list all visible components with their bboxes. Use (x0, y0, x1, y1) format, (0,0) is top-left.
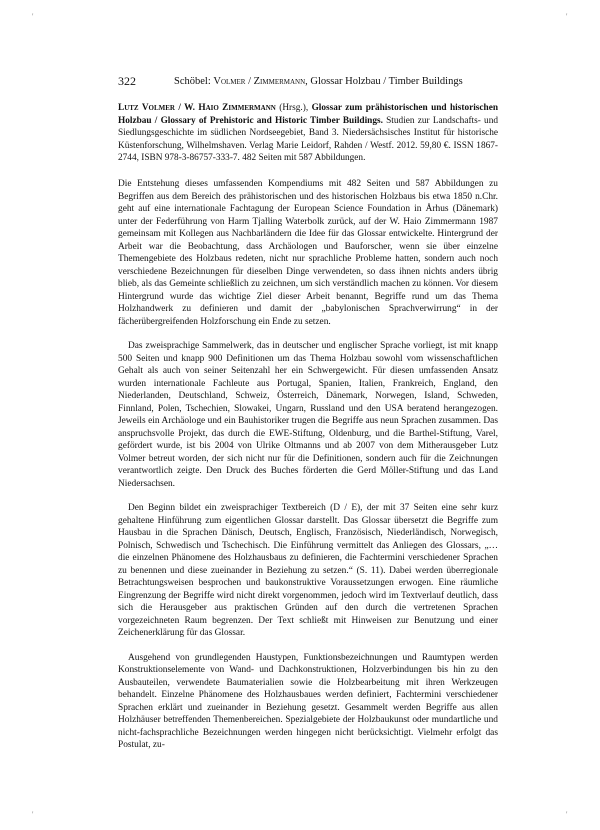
crop-mark-top-right: ' (566, 12, 568, 21)
header-title: , Glossar Holzbau / Timber Buildings (305, 76, 463, 87)
reviewed-authors: Lutz Volmer / W. Haio Zimmermann (118, 103, 276, 113)
paragraph: Ausgehend von grundlegenden Haustypen, Funktionsbezeichnungen und Raumtypen werden Konstruktionselemente von Wand- und Dachkonstruktionen, Holzverbindungen bis hin zu den Ausbauteilen, verwendete Baumaterialien sowie die Holzbearbeitung mit ihren Werkzeugen behandelt. Einzelne Phänomene des Holzhausbaues werden definiert, Fachtermini verschiedener Sprachen erklärt und zueinander in Beziehung gesetzt. Gesammelt werden Begriffe aus allen Holzhäuser betreffenden Themenbereichen. Spezialgebiete der Holzbaukunst oder mundartliche und nicht-fachsprachliche Bezeichnungen werden hingegen nicht berücksichtigt. Vielmehr erfolgt das Postulat, zu- (118, 652, 498, 750)
crop-mark-top-left: ' (32, 12, 34, 21)
paragraph: Den Beginn bildet ein zweisprachiger Textbereich (D / E), der mit 37 Seiten eine sehr kurz gehaltene Hinführung zum eigentlichen Glossar darstellt. Das Glossar übersetzt die Begriffe zum Hausbau in die Sprachen Dänisch, Deutsch, Englisch, Französisch, Niederländisch, Norwegisch, Polnisch, Schwedisch und Tschechisch. Die Einführung vermittelt das Anliegen des Glossars, „… die einzelnen Phänomene des Holzhausbaus zu definieren, die Fachtermini verschiedener Sprachen zu benennen und diese zueinander in Beziehung zu setzen.“ (S. 11). Dabei werden überregionale Betrachtungsweisen besprochen und baukonstruktive Voraussetzungen erwogen. Eine räumliche Eingrenzung der Begriffe wird nicht direkt vorgenommen, jedoch wird im Textverlauf deutlich, dass sich die Herausgeber aus praktischen Gründen auf den durch die vertretenen Sprachen vorgezeichneten Raum begrenzen. Der Text schließt mit Hinweisen zur Benutzung und einer Zeichenerklärung für das Glossar. (118, 503, 498, 638)
review-body (118, 178, 498, 764)
running-title (174, 76, 463, 87)
reviewed-details: Studien zur Landschafts- und Siedlungsgeschichte im südlichen Nordseegebiet, Band 3. Niedersächsisches Institut für historische Küstenforschung, Wilhelmshaven. Verlag Marie Leidorf, Rahden / Westf. 2012. 59,80 €. ISSN 1867-2744, ISBN 978-3-86757-333-7. 482 Seiten mit 587 Abbildungen. (118, 115, 499, 164)
paragraph: Das zweisprachige Sammelwerk, das in deutscher und englischer Sprache vorliegt, ist mit knapp 500 Seiten und knapp 900 Definitionen um das Thema Holzbau sowohl vom wissenschaftlichen Gehalt als auch von seiner Seitenzahl her ein Schwergewicht. Für diesen umfassenden Ansatz wurden internationale Fachleute aus Portugal, Spanien, Italien, Frankreich, England, den Niederlanden, Deutschland, Schweiz, Österreich, Dänemark, Norwegen, Island, Schweden, Finnland, Polen, Tschechien, Slowakei, Ungarn, Russland und den USA beratend herangezogen. Jeweils ein Archäologe und ein Bauhistoriker trugen die Begriffe aus neun Sprachen zusammen. Das anspruchsvolle Projekt, das durch die EWE-Stiftung, Oldenburg, und die Barthel-Stiftung, Varel, gefördert wurde, ist bis 2004 von Ulrike Oltmanns und ab 2007 von dem Mitherausgeber Lutz Volmer betreut worden, der sich nicht nur für die Definitionen, sondern auch für die Zeichnungen verantwortlich zeigte. Den Druck des Buches förderten die Gerd Möller-Stiftung und das Land Niedersachsen. (118, 341, 498, 489)
crop-mark-bottom-right: ' (566, 810, 568, 819)
reviewed-title: Glossar zum prähistorischen und historischen Holzbau / Glossary of Prehistoric and Historic Timber Buildings. (118, 103, 499, 126)
paragraph: Die Entstehung dieses umfassenden Kompendiums mit 482 Seiten und 587 Abbildungen zu Begriffen aus dem Bereich des prähistorischen und des historischen Holzbaus bis etwa 1850 n.Chr. geht auf eine internationale Fachtagung der European Science Foundation in Århus (Dänemark) unter der Federführung von Harm Tjalling Waterbolk zurück, auf der W. Haio Zimmermann 1987 gemeinsam mit Kollegen aus Nachbarländern die Idee für das Glossar entwickelte. Hintergrund der Arbeit war die Beobachtung, dass Archäologen und Bauforscher, wenn sie über einzelne Themengebiete des Holzbaus redeten, nicht nur sprachliche Probleme hatten, sondern auch noch verschiedene Bezeichnungen für dieselben Dinge verwendeten, so dass ihnen nichts anders übrig blieb, als das Gemeinte schließlich zu zeichnen, um sich verständlich machen zu können. Vor diesem Hintergrund wurde das wichtige Ziel dieser Arbeit benannt, Begriffe rund um das Thema Holzhandwerk zu definieren und damit der „babylonischen Sprachverwirrung“ in der fächerübergreifenden Holzforschung ein Ende zu setzen. (118, 179, 498, 327)
reviewed-work-citation (118, 102, 498, 165)
header-author: Schöbel: (174, 76, 211, 87)
reviewed-role: (Hrsg.), (279, 103, 309, 113)
page-number: 322 (118, 74, 136, 88)
crop-mark-bottom-left: ' (32, 810, 34, 819)
header-editors: Volmer / Zimmermann (213, 76, 306, 87)
